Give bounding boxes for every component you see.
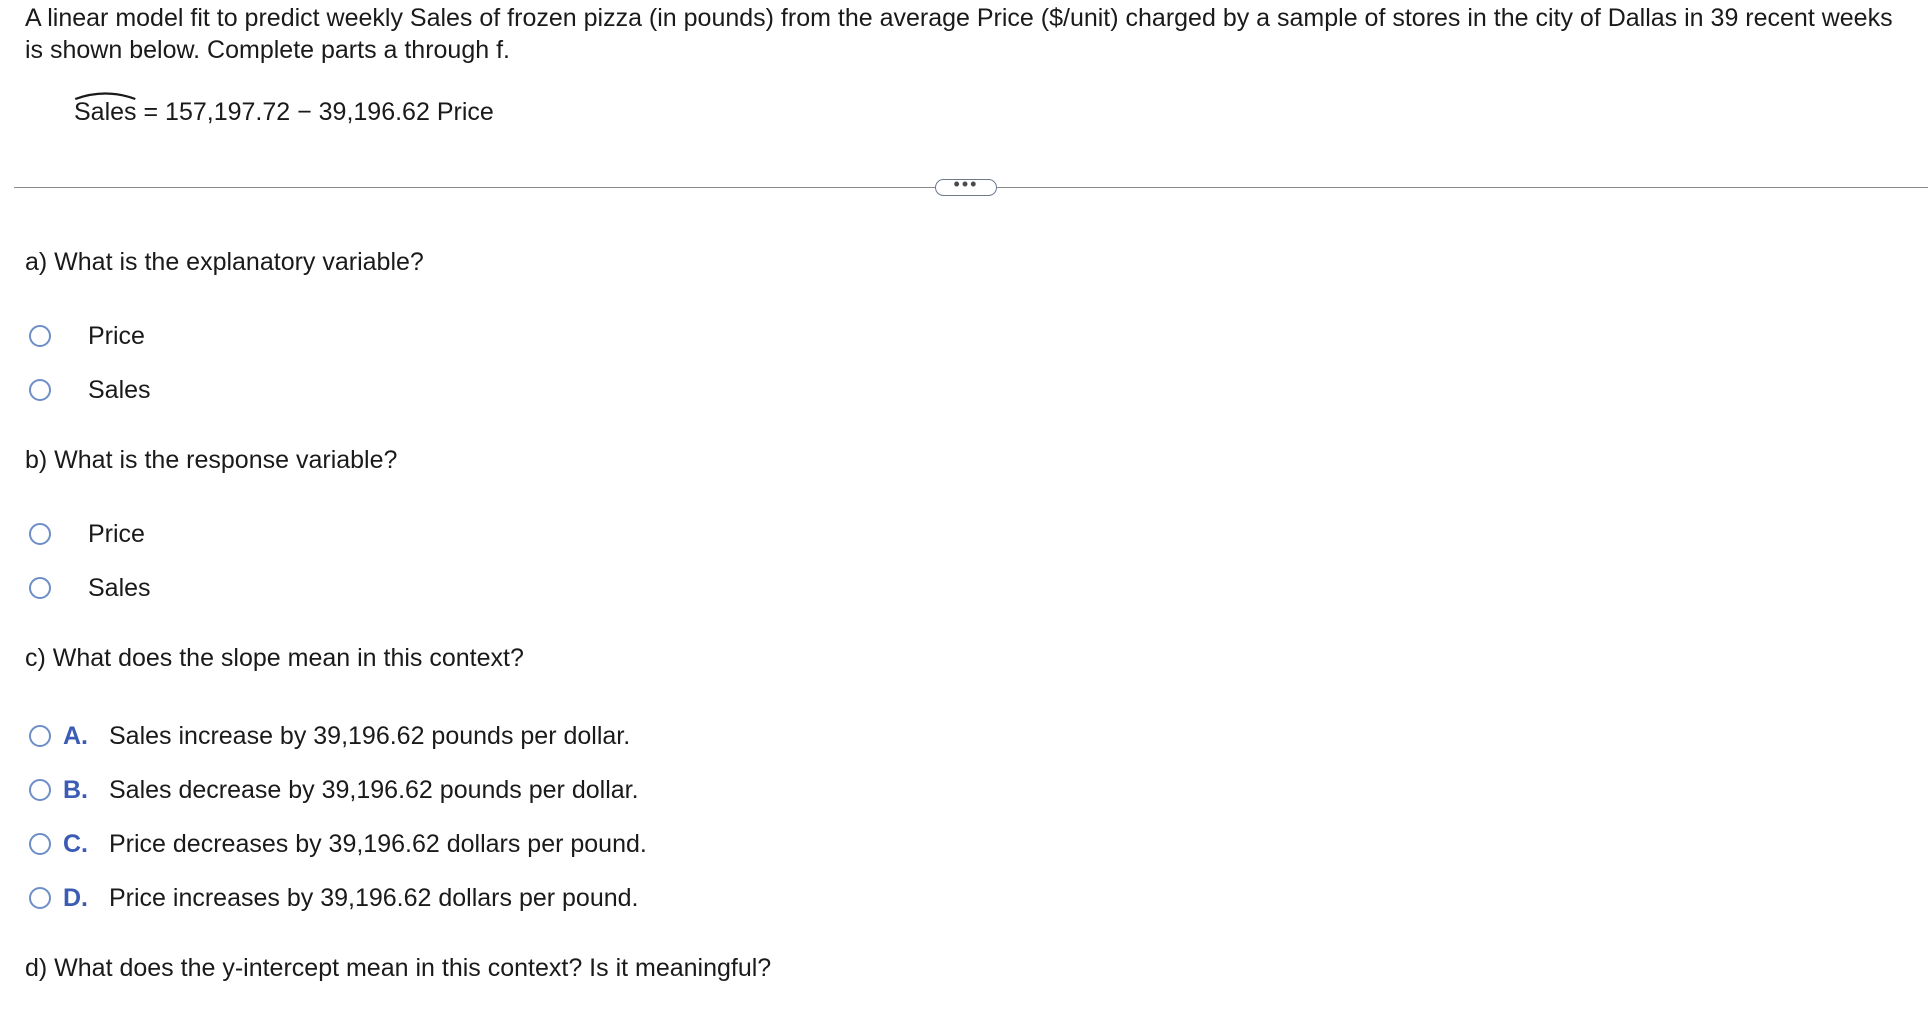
option-c-a[interactable]	[29, 716, 630, 756]
option-letter: D.	[63, 884, 88, 912]
hat-icon	[74, 90, 137, 100]
option-c-d[interactable]	[29, 878, 639, 918]
equation-response: Sales	[74, 98, 137, 126]
option-label: Sales	[88, 574, 151, 602]
question-c: c) What does the slope mean in this context?	[25, 644, 524, 672]
option-letter: A.	[63, 722, 88, 750]
predicted-sales-symbol	[74, 96, 137, 128]
radio-button[interactable]	[29, 887, 51, 909]
ellipsis-icon: •••	[953, 173, 979, 194]
regression-equation	[74, 96, 494, 128]
option-label: Price	[88, 322, 145, 350]
radio-button[interactable]	[29, 379, 51, 401]
option-label: Sales decrease by 39,196.62 pounds per dollar.	[109, 776, 639, 804]
option-label: Sales increase by 39,196.62 pounds per dollar.	[109, 722, 631, 750]
option-letter: C.	[63, 830, 88, 858]
radio-button[interactable]	[29, 325, 51, 347]
problem-statement: A linear model fit to predict weekly Sales of frozen pizza (in pounds) from the average Price ($/unit) charged by a sample of stores in the city of Dallas in 39 recent weeks is shown below. Complete parts a through f.	[25, 4, 1893, 64]
radio-button[interactable]	[29, 779, 51, 801]
radio-button[interactable]	[29, 833, 51, 855]
option-letter: B.	[63, 776, 88, 804]
question-a: a) What is the explanatory variable?	[25, 248, 424, 276]
option-c-c[interactable]	[29, 824, 647, 864]
option-label: Price	[88, 520, 145, 548]
option-a-sales[interactable]	[29, 370, 151, 410]
option-label: Price increases by 39,196.62 dollars per pound.	[109, 884, 639, 912]
option-label: Sales	[88, 376, 151, 404]
equation-rhs: = 157,197.72 − 39,196.62 Price	[136, 98, 494, 126]
radio-button[interactable]	[29, 725, 51, 747]
option-b-price[interactable]	[29, 514, 145, 554]
more-options-button[interactable]	[935, 173, 997, 196]
option-label: Price decreases by 39,196.62 dollars per pound.	[109, 830, 647, 858]
radio-button[interactable]	[29, 577, 51, 599]
question-b: b) What is the response variable?	[25, 446, 398, 474]
question-d: d) What does the y-intercept mean in this context? Is it meaningful?	[25, 954, 772, 982]
radio-button[interactable]	[29, 523, 51, 545]
option-c-b[interactable]	[29, 770, 639, 810]
option-b-sales[interactable]	[29, 568, 151, 608]
option-a-price[interactable]	[29, 316, 145, 356]
